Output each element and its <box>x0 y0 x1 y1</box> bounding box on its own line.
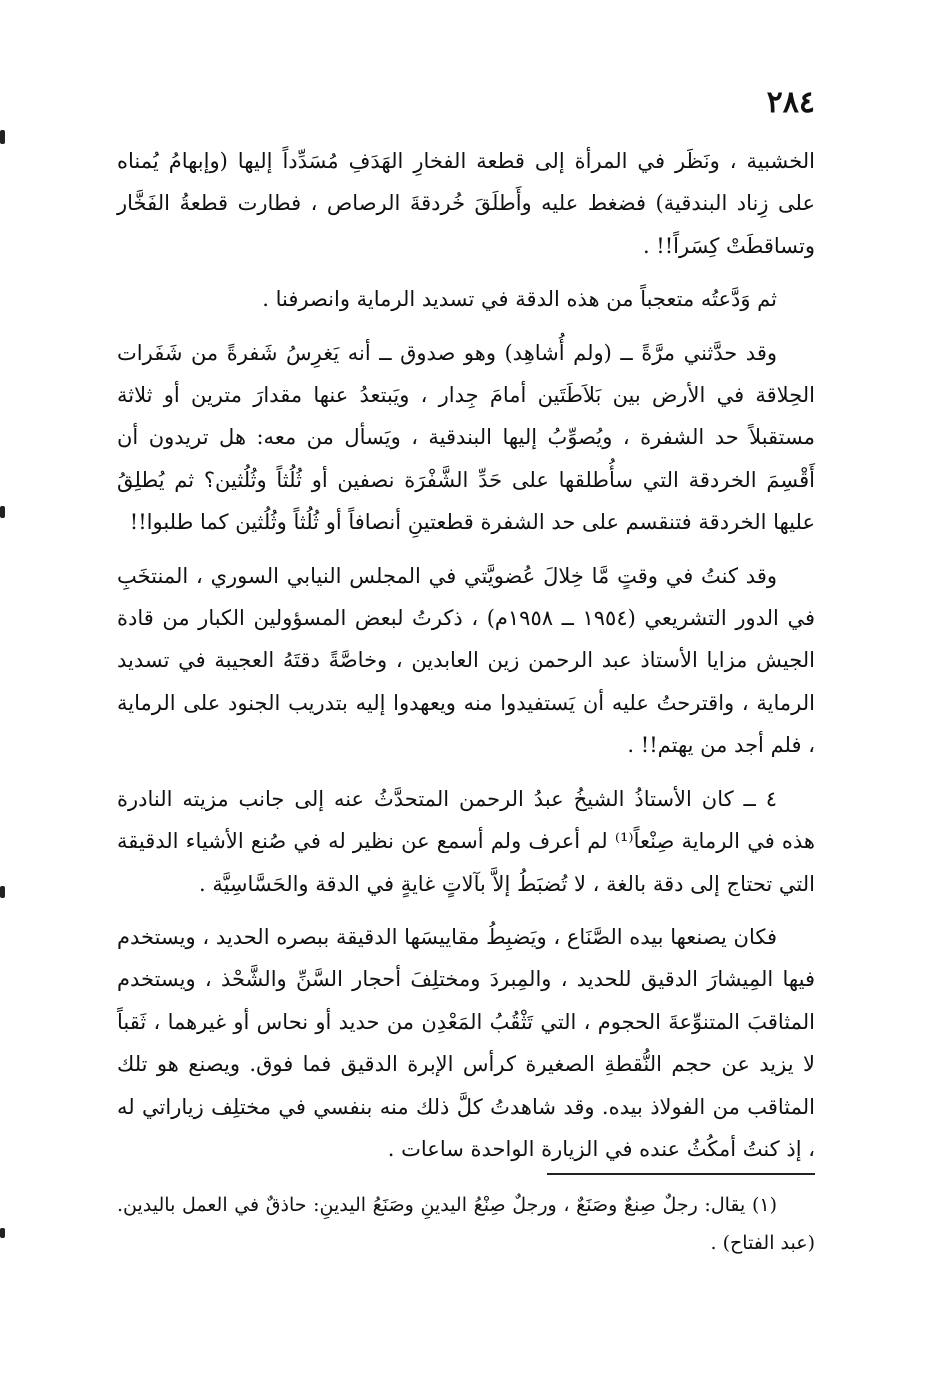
page-number: ٢٨٤ <box>766 85 815 120</box>
body-text <box>117 140 815 1181</box>
scan-edge-mark <box>0 886 5 898</box>
scan-edge-mark <box>0 506 5 518</box>
paragraph-5: ٤ ــ كان الأستاذُ الشيخُ عبدُ الرحمن المتحدَّثُ عنه إلى جانب مزيته النادرة هذه في الرماية صِنْعاً⁽¹⁾ لم أعرف ولم أسمع عن نظير له في صُنع الأشياء الدقيقة التي تحتاج إلى دقة بالغة ، لا تُضبَطُ إلاَّ بآلاتٍ غايةٍ في الدقة والحَسَّاسِيَّة . <box>117 786 816 896</box>
paragraph-1: الخشبية ، ونَظَر في المرأة إلى قطعة الفخارِ الهَدَفِ مُسَدِّداً إليها (وإبهامُ يُمناه على زِناد البندقية) فضغط عليه وأَطلَقَ خُردقةَ الرصاص ، فطارت قطعةُ الفَخَّار وتساقطَتْ كِسَراً!! . <box>117 149 815 258</box>
paragraph-2: ثم وَدَّعتُه متعجباً من هذه الدقة في تسديد الرماية وانصرفنا . <box>262 287 777 312</box>
footnote-divider <box>547 1173 815 1175</box>
scan-edge-mark <box>0 130 5 144</box>
footnote: (١) يقال: رجلٌ صِنعٌ وصَنَعٌ ، ورجلٌ صِنْعُ اليدينِ وصَنَعُ اليدينِ: حاذقٌ في العمل باليدين. (عبد الفتاح) . <box>117 1194 815 1254</box>
scan-edge-mark <box>0 1228 5 1238</box>
paragraph-6: فكان يصنعها بيده الصَّنَاع ، ويَضبِطُ مقاييسَها الدقيقة ببصره الحديد ، ويستخدم فيها المِيشارَ الدقيق للحديد ، والمِبردَ ومختلِفَ أحجار السَّنِّ والشَّحْذ ، ويستخدم المثاقبَ المتنوِّعةَ الحجوم ، التي تَثْقُبُ المَعْدِن من حديد أو نحاس أو غيرهما ، ثَقباً لا يزيد عن حجم النُّقطةِ الصغيرة كرأس الإبرة الدقيق فما فوق. ويصنع هو تلك المثاقب من الفولاذ بيده. وقد شاهدتُ كلَّ ذلك منه بنفسي في مختلِف زياراتي له ، إذ كنتُ أمكُثُ عنده في الزيارة الواحدة ساعات . <box>117 924 815 1161</box>
paragraph-3: وقد حدَّثني مرَّةً ــ (ولم أُشاهِد) وهو صدوق ــ أنه يَغرِسُ شَفرةً من شَفَرات الحِلاقة في الأرض بين بَلاَطَتَين أمامَ جِدار ، ويَبتعدُ عنها مقدارَ مترين أو ثلاثة مستقبلاً حد الشفرة ، ويُصوِّبُ إليها البندقية ، ويَسأل من معه: هل تريدون أن أَقْسِمَ الخردقة التي سأُطلقها على حَدِّ الشَّفْرَة نصفين أو ثُلُثاً وثُلُثين؟ ثم يُطلِقُ عليها الخردقة فتنقسم على حد الشفرة قطعتينِ أنصافاً أو ثُلُثاً وثُلُثين كما طلبوا!! <box>117 340 815 535</box>
paragraph-4: وقد كنتُ في وقتٍ مَّا خِلالَ عُضويَّتي في المجلس النيابي السوري ، المنتخَبِ في الدور التشريعي (١٩٥٤ ــ ١٩٥٨م) ، ذكرتُ لبعض المسؤولين الكبار من قادة الجيش مزايا الأستاذ عبد الرحمن زين العابدين ، وخاصَّةً دقتَهُ العجيبة في تسديد الرماية ، واقترحتُ عليه أن يَستفيدوا منه ويعهدوا إليه بتدريب الجنود على الرماية ، فلم أجد من يهتم!! . <box>117 563 815 758</box>
